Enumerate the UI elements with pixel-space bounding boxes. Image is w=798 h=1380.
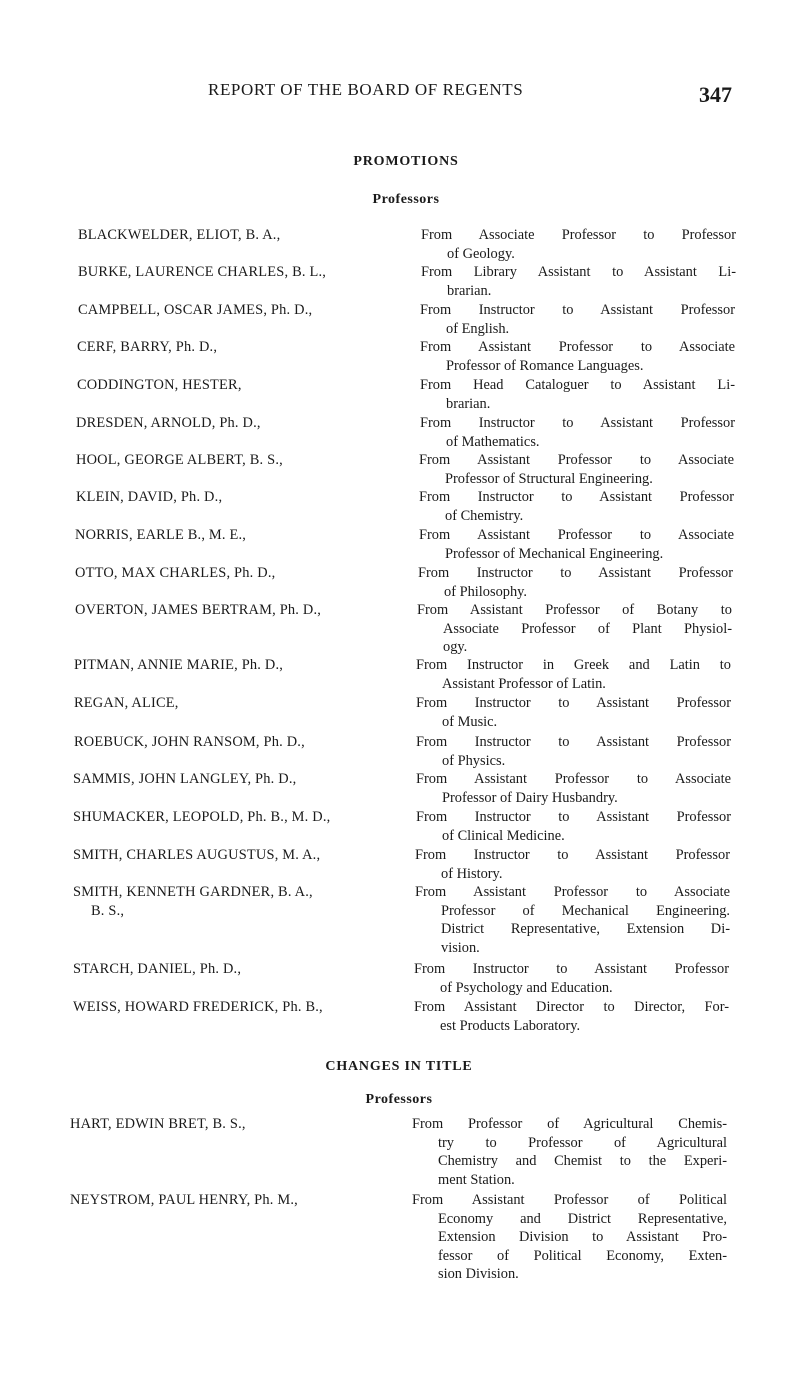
entry-change-line: Professor of Mechanical Engineering. bbox=[445, 545, 664, 562]
entry-change-continuation bbox=[416, 675, 731, 694]
entry-name bbox=[76, 414, 416, 433]
entry-change-line: of Philosophy. bbox=[444, 583, 528, 600]
entry-name bbox=[77, 338, 417, 357]
entry-change-continuation bbox=[420, 395, 735, 414]
entry-change bbox=[420, 376, 735, 413]
entry-name bbox=[74, 694, 414, 713]
entry-change-first-line: From Assistant Director to Director, For- bbox=[414, 999, 729, 1015]
entry-change-first-line: From Instructor to Assistant Professor bbox=[416, 809, 731, 825]
entry-change bbox=[414, 998, 729, 1035]
entry-name bbox=[78, 226, 418, 245]
entry-change-first-line: From Assistant Professor of Political bbox=[412, 1192, 727, 1208]
running-head: REPORT OF THE BOARD OF REGENTS bbox=[208, 80, 524, 99]
entry-name-text: BLACKWELDER, ELIOT, B. A., bbox=[78, 227, 281, 243]
entry-name-text: BURKE, LAURENCE CHARLES, B. L., bbox=[78, 264, 327, 280]
entry-change bbox=[420, 301, 735, 338]
entry-name-text: HART, EDWIN BRET, B. S., bbox=[70, 1116, 246, 1132]
entry-change bbox=[420, 414, 735, 451]
entry-change bbox=[420, 338, 735, 375]
entry-name-text: SAMMIS, JOHN LANGLEY, Ph. D., bbox=[73, 771, 297, 787]
entry-change-continuation bbox=[421, 245, 736, 264]
entry-change-continuation bbox=[417, 620, 732, 657]
entry-change-continuation bbox=[420, 357, 735, 376]
entry-name bbox=[77, 376, 417, 395]
entry-change-first-line: From Instructor to Assistant Professor bbox=[420, 302, 735, 318]
entry-name-continuation: B. S., bbox=[91, 902, 125, 919]
entry-name bbox=[70, 1115, 410, 1134]
entry-change-line: of Physics. bbox=[442, 752, 506, 769]
entry-name-text: HOOL, GEORGE ALBERT, B. S., bbox=[76, 452, 283, 468]
entry-name-text: NEYSTROM, PAUL HENRY, Ph. M., bbox=[70, 1192, 298, 1208]
entry-name bbox=[73, 883, 413, 920]
entry-change-line: Professor of Romance Languages. bbox=[446, 357, 644, 374]
entry-name-text: CERF, BARRY, Ph. D., bbox=[77, 339, 218, 355]
entry-name bbox=[76, 488, 416, 507]
entry-change-continuation bbox=[416, 713, 731, 732]
entry-change-first-line: From Assistant Professor to Associate bbox=[419, 452, 734, 468]
entry-change-line: of Chemistry. bbox=[445, 507, 524, 524]
section-subtitle-changes-in-title: Professors bbox=[365, 1092, 433, 1107]
entry-change-first-line: From Instructor to Assistant Professor bbox=[419, 489, 734, 505]
entry-change bbox=[417, 601, 732, 657]
entry-change-line: of Music. bbox=[442, 713, 498, 730]
entry-change-line: Economy and District Representative, bbox=[438, 1210, 727, 1227]
entry-change bbox=[416, 770, 731, 807]
entry-name-text: SMITH, KENNETH GARDNER, B. A., bbox=[73, 884, 313, 900]
entry-change bbox=[416, 808, 731, 845]
entry-change-line: of Mathematics. bbox=[446, 433, 540, 450]
entry-name-text: SMITH, CHARLES AUGUSTUS, M. A., bbox=[73, 847, 321, 863]
entry-name bbox=[74, 656, 414, 675]
entry-change-continuation bbox=[418, 583, 733, 602]
page-header bbox=[0, 0, 798, 110]
entry-change-line: vision. bbox=[441, 939, 480, 956]
entry-change-first-line: From Assistant Professor to Associate bbox=[419, 527, 734, 543]
entry-change bbox=[412, 1115, 727, 1189]
entry-name-text: STARCH, DANIEL, Ph. D., bbox=[73, 961, 242, 977]
entry-name-text: REGAN, ALICE, bbox=[74, 695, 179, 711]
entry-change-line: ogy. bbox=[443, 639, 468, 656]
entry-change bbox=[419, 488, 734, 525]
entry-change-line: fessor of Political Economy, Exten- bbox=[438, 1247, 727, 1264]
entry-name bbox=[75, 601, 415, 620]
entry-change-continuation bbox=[416, 789, 731, 808]
entry-name bbox=[73, 998, 413, 1017]
entry-change-line: brarian. bbox=[446, 395, 491, 412]
entry-change-continuation bbox=[415, 865, 730, 884]
entry-change-line: Professor of Mechanical Engineering. bbox=[441, 902, 730, 919]
entry-change bbox=[416, 733, 731, 770]
page-number: 347 bbox=[699, 82, 732, 107]
entry-change-continuation bbox=[414, 1017, 729, 1036]
entry-change bbox=[414, 960, 729, 997]
entry-change-line: Associate Professor of Plant Physiol- bbox=[443, 620, 732, 637]
entry-change-continuation bbox=[416, 827, 731, 846]
entry-change-continuation bbox=[416, 752, 731, 771]
entry-change bbox=[416, 656, 731, 693]
entry-name bbox=[73, 808, 413, 827]
entry-name-text: CODDINGTON, HESTER, bbox=[77, 377, 242, 393]
entry-change bbox=[421, 226, 736, 263]
entry-name-text: NORRIS, EARLE B., M. E., bbox=[75, 527, 247, 543]
entry-change-line: District Representative, Extension Di- bbox=[441, 921, 730, 938]
entry-name-text: PITMAN, ANNIE MARIE, Ph. D., bbox=[74, 657, 284, 673]
entry-change-line: Extension Division to Assistant Pro- bbox=[438, 1229, 727, 1246]
entry-name bbox=[74, 733, 414, 752]
entry-change-line: Professor of Dairy Husbandry. bbox=[442, 789, 618, 806]
entry-name-text: DRESDEN, ARNOLD, Ph. D., bbox=[76, 415, 261, 431]
entry-name bbox=[70, 1191, 410, 1210]
entry-change-line: est Products Laboratory. bbox=[440, 1017, 581, 1034]
entry-change-continuation bbox=[415, 902, 730, 958]
entry-change-first-line: From Instructor to Assistant Professor bbox=[418, 565, 733, 581]
entry-change-first-line: From Instructor to Assistant Professor bbox=[415, 847, 730, 863]
entry-name bbox=[73, 846, 413, 865]
section-title-changes-in-title: CHANGES IN TITLE bbox=[325, 1059, 473, 1074]
entry-change-line: ment Station. bbox=[438, 1171, 515, 1188]
entry-change-first-line: From Head Cataloguer to Assistant Li- bbox=[420, 377, 735, 393]
entry-change bbox=[418, 564, 733, 601]
entry-change-line: Chemistry and Chemist to the Experi- bbox=[438, 1153, 727, 1170]
entry-change bbox=[412, 1191, 727, 1284]
entry-name bbox=[76, 451, 416, 470]
entry-change-line: try to Professor of Agricultural bbox=[438, 1134, 727, 1151]
entry-change-first-line: From Assistant Professor to Associate bbox=[415, 884, 730, 900]
entry-change-first-line: From Assistant Professor to Associate bbox=[420, 339, 735, 355]
entry-change-line: Assistant Professor of Latin. bbox=[442, 675, 606, 692]
entry-change bbox=[415, 883, 730, 957]
entry-change-first-line: From Professor of Agricultural Chemis- bbox=[412, 1116, 727, 1132]
entry-change-first-line: From Associate Professor to Professor bbox=[421, 227, 736, 243]
entry-change bbox=[419, 526, 734, 563]
entry-change-continuation bbox=[419, 470, 734, 489]
entry-change-line: of History. bbox=[441, 865, 503, 882]
entry-name-text: KLEIN, DAVID, Ph. D., bbox=[76, 489, 223, 505]
entry-change-continuation bbox=[412, 1210, 727, 1284]
entry-change-continuation bbox=[414, 979, 729, 998]
entry-name-text: CAMPBELL, OSCAR JAMES, Ph. D., bbox=[78, 302, 313, 318]
entry-change-line: of Geology. bbox=[447, 245, 515, 262]
entry-name bbox=[75, 526, 415, 545]
entry-name-text: WEISS, HOWARD FREDERICK, Ph. B., bbox=[73, 999, 323, 1015]
entry-change-first-line: From Instructor to Assistant Professor bbox=[416, 695, 731, 711]
entry-change-continuation bbox=[420, 320, 735, 339]
entry-name bbox=[75, 564, 415, 583]
entry-change-first-line: From Assistant Professor of Botany to bbox=[417, 602, 732, 618]
entry-change-first-line: From Instructor to Assistant Professor bbox=[414, 961, 729, 977]
entry-change-line: of Psychology and Education. bbox=[440, 979, 613, 996]
entry-change-first-line: From Assistant Professor to Associate bbox=[416, 771, 731, 787]
entry-change-first-line: From Instructor to Assistant Professor bbox=[420, 415, 735, 431]
entry-name bbox=[73, 960, 413, 979]
entry-name-text: SHUMACKER, LEOPOLD, Ph. B., M. D., bbox=[73, 809, 331, 825]
entry-change bbox=[421, 263, 736, 300]
entry-change-continuation bbox=[421, 282, 736, 301]
entry-change-continuation bbox=[419, 545, 734, 564]
entry-change-line: brarian. bbox=[447, 282, 492, 299]
section-title-promotions: PROMOTIONS bbox=[353, 154, 459, 169]
entry-change-line: Professor of Structural Engineering. bbox=[445, 470, 653, 487]
entry-change-line: of English. bbox=[446, 320, 510, 337]
entry-name bbox=[78, 263, 418, 282]
entry-change bbox=[416, 694, 731, 731]
entry-name-text: OVERTON, JAMES BERTRAM, Ph. D., bbox=[75, 602, 322, 618]
entry-change-first-line: From Library Assistant to Assistant Li- bbox=[421, 264, 736, 280]
entry-change-continuation bbox=[419, 507, 734, 526]
entry-name bbox=[73, 770, 413, 789]
entry-change-continuation bbox=[412, 1134, 727, 1190]
entry-name-text: ROEBUCK, JOHN RANSOM, Ph. D., bbox=[74, 734, 305, 750]
section-subtitle-promotions: Professors bbox=[372, 192, 440, 207]
entry-name-text: OTTO, MAX CHARLES, Ph. D., bbox=[75, 565, 276, 581]
entry-change-first-line: From Instructor to Assistant Professor bbox=[416, 734, 731, 750]
entry-name bbox=[78, 301, 418, 320]
entry-change-line: of Clinical Medicine. bbox=[442, 827, 565, 844]
entry-change-line: sion Division. bbox=[438, 1266, 519, 1283]
entry-change bbox=[419, 451, 734, 488]
entry-change-first-line: From Instructor in Greek and Latin to bbox=[416, 657, 731, 673]
entry-change bbox=[415, 846, 730, 883]
entry-change-continuation bbox=[420, 433, 735, 452]
